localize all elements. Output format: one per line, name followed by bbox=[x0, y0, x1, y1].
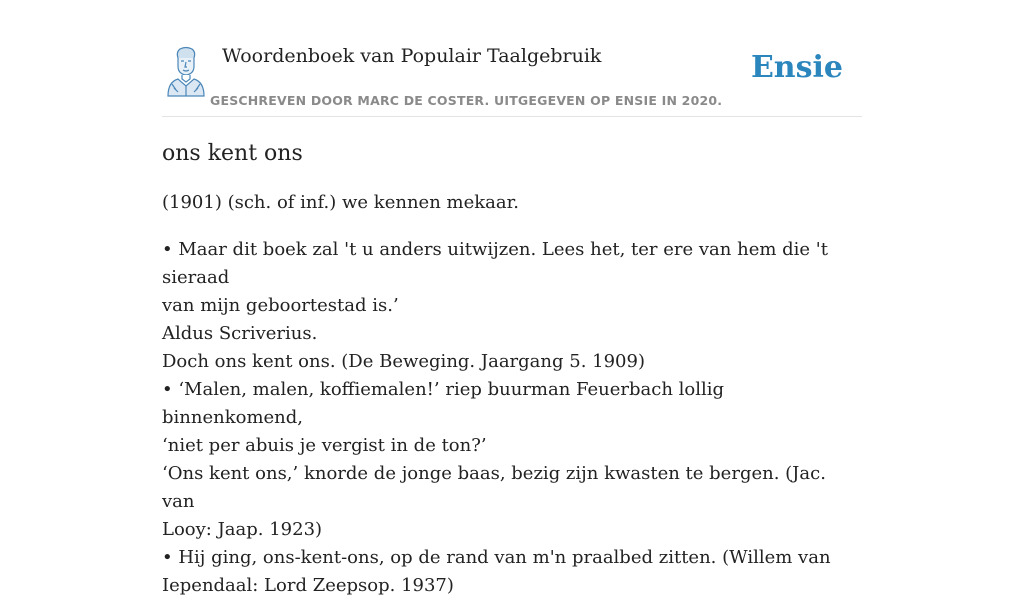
header bbox=[162, 40, 862, 117]
citation-line: • Hij ging, ons-kent-ons, op de rand van m'n praalbed zitten. (Willem van bbox=[162, 547, 831, 568]
author-portrait-icon[interactable] bbox=[164, 46, 208, 96]
citation-line: • ‘Malen, malen, koffiemalen!’ riep buurman Feuerbach lollig binnenkomend, bbox=[162, 379, 725, 428]
citation-line: Aldus Scriverius. bbox=[162, 323, 318, 344]
entry-definition: (1901) (sch. of inf.) we kennen mekaar. bbox=[162, 192, 519, 213]
author-byline: GESCHREVEN DOOR MARC DE COSTER. UITGEGEVEN OP ENSIE IN 2020. bbox=[210, 93, 723, 108]
citation-line: ‘niet per abuis je vergist in de ton?’ bbox=[162, 435, 487, 456]
ensie-logo-link[interactable]: Ensie bbox=[750, 50, 843, 85]
citation-line: Looy: Jaap. 1923) bbox=[162, 519, 323, 540]
citation-line: Iependaal: Lord Zeepsop. 1937) bbox=[162, 575, 454, 596]
entry-content bbox=[162, 138, 862, 600]
example-citations bbox=[162, 236, 862, 600]
citation-line: Doch ons kent ons. (De Beweging. Jaargang 5. 1909) bbox=[162, 351, 645, 372]
citation-line: • Maar dit boek zal 't u anders uitwijzen. Lees het, ter ere van hem die 't sieraad bbox=[162, 239, 828, 288]
entry-term: ons kent ons bbox=[162, 141, 303, 166]
citation-line: ‘Ons kent ons,’ knorde de jonge baas, bezig zijn kwasten te bergen. (Jac. van bbox=[162, 463, 826, 512]
citation-line: van mijn geboortestad is.’ bbox=[162, 295, 399, 316]
book-title[interactable]: Woordenboek van Populair Taalgebruik bbox=[222, 45, 602, 67]
